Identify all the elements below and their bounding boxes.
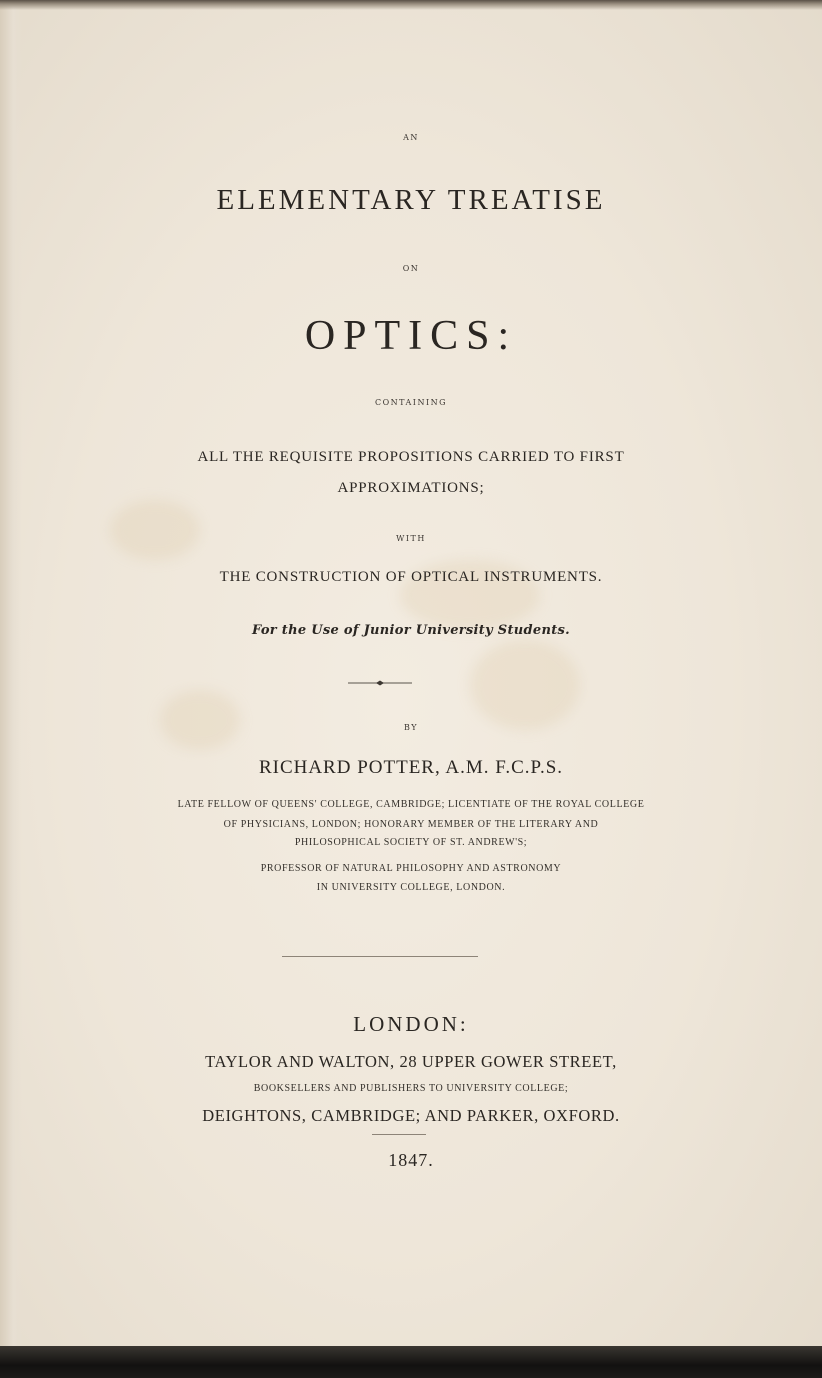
credentials-line-4: PROFESSOR OF NATURAL PHILOSOPHY AND ASTRONOMY [260,863,562,874]
publication-city: LONDON: [353,1012,469,1036]
divider-rule [282,956,478,957]
publisher-note: BOOKSELLERS AND PUBLISHERS TO UNIVERSITY COLLEGE; [253,1083,569,1094]
book-title: ELEMENTARY TREATISE [216,184,606,216]
publication-year: 1847. [388,1150,434,1170]
heading-with: WITH [396,534,426,543]
construction-line: THE CONSTRUCTION OF OPTICAL INSTRUMENTS. [219,569,603,585]
heading-an: AN [403,133,419,142]
credentials-line-1: LATE FELLOW OF QUEENS' COLLEGE, CAMBRIDGE; LICENTIATE OF THE ROYAL COLLEGE [177,799,645,810]
description-line-2: APPROXIMATIONS; [337,480,485,496]
description-line-1: ALL THE REQUISITE PROPOSITIONS CARRIED TO FIRST [197,449,625,465]
foxing-stain [160,690,240,750]
foxing-stain [110,500,200,560]
heading-containing: CONTAINING [374,398,448,407]
ornament-divider [348,680,412,686]
credentials-line-3: PHILOSOPHICAL SOCIETY OF ST. ANDREW'S; [294,837,528,848]
publisher-line: TAYLOR AND WALTON, 28 UPPER GOWER STREET, [205,1052,617,1071]
foxing-stain [470,640,580,730]
credentials-line-5: IN UNIVERSITY COLLEGE, LONDON. [316,882,506,893]
distributors-line: DEIGHTONS, CAMBRIDGE; AND PARKER, OXFORD. [202,1106,620,1125]
credentials-line-2: OF PHYSICIANS, LONDON; HONORARY MEMBER OF THE LITERARY AND [223,819,599,830]
book-edge [0,1346,822,1378]
audience-line: For the Use of Junior University Students. [252,623,570,638]
heading-on: ON [402,264,420,273]
short-rule [372,1134,426,1135]
author-name: RICHARD POTTER, A.M. F.C.P.S. [258,757,564,778]
heading-by: BY [403,723,419,732]
book-subject: OPTICS: [304,313,518,359]
